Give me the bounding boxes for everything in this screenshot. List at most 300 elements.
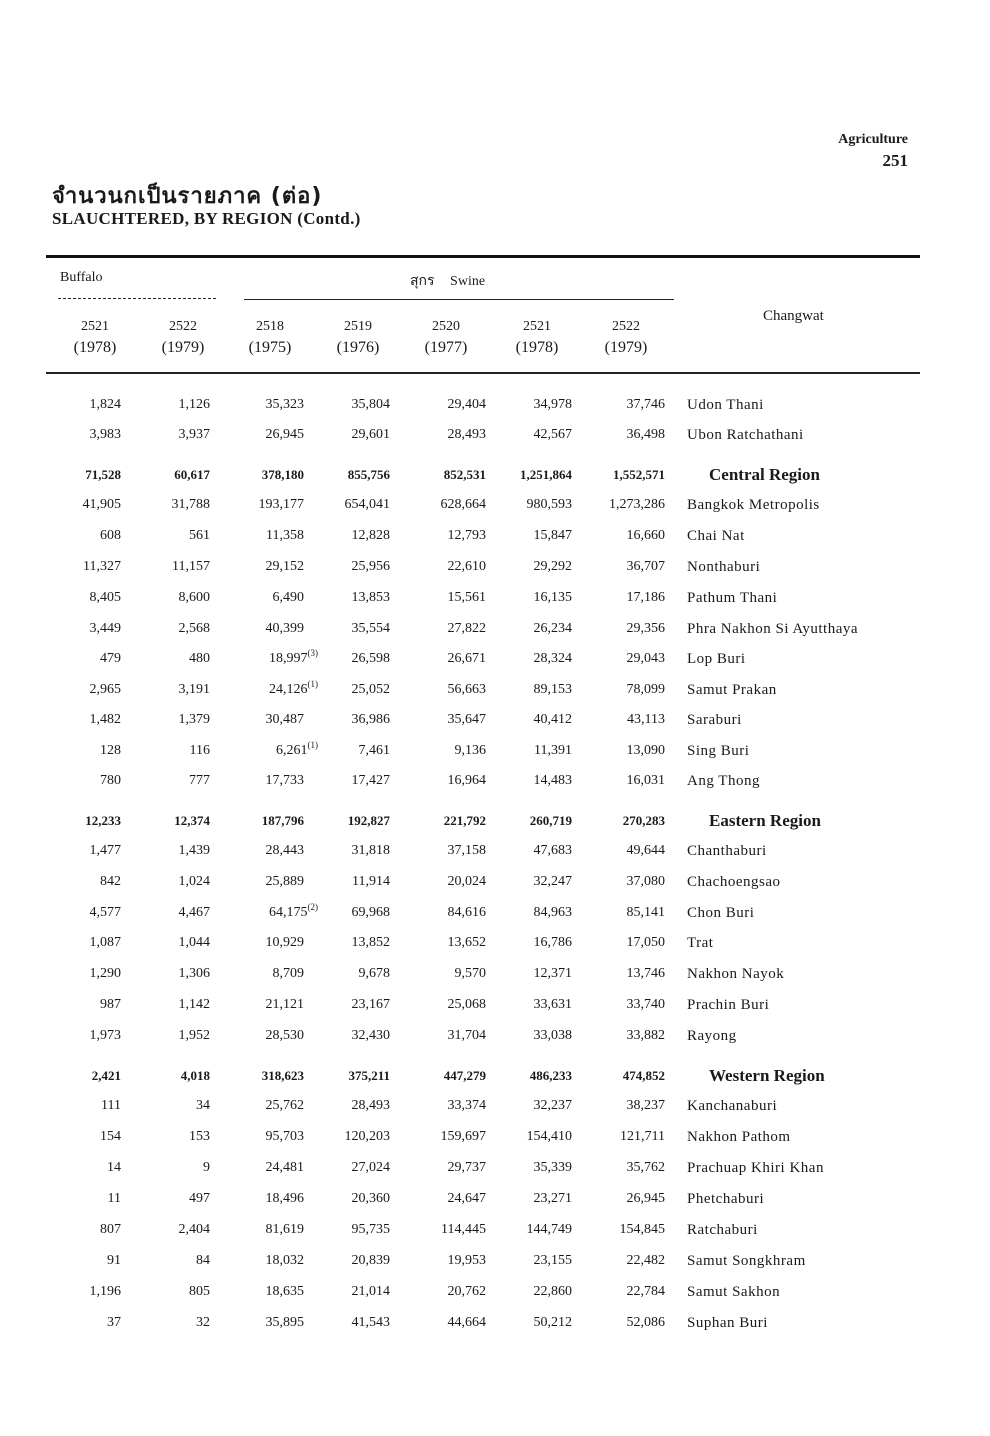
table-cell: 2,404 bbox=[178, 1222, 210, 1237]
table-cell: 69,968 bbox=[351, 905, 390, 920]
table-cell: 14,483 bbox=[533, 773, 572, 788]
table-row bbox=[0, 679, 990, 712]
table-cell: 37,158 bbox=[447, 843, 486, 858]
table-cell: 56,663 bbox=[447, 682, 486, 697]
table-cell: 44,664 bbox=[447, 1315, 486, 1330]
table-cell: 7,461 bbox=[358, 743, 390, 758]
table-row bbox=[0, 1129, 990, 1159]
table-cell: 116 bbox=[189, 743, 210, 758]
table-cell: 33,882 bbox=[626, 1028, 665, 1043]
table-cell: 49,644 bbox=[626, 843, 665, 858]
table-cell: 78,099 bbox=[626, 682, 665, 697]
footnote-marker: (2) bbox=[307, 902, 318, 912]
column-header-year bbox=[401, 316, 491, 358]
footnote-marker: (1) bbox=[307, 740, 318, 750]
year-gregorian: (1979) bbox=[604, 339, 648, 356]
table-cell: 1,251,864 bbox=[520, 467, 572, 482]
table-cell: 9,678 bbox=[358, 966, 390, 981]
column-header-year bbox=[581, 316, 671, 358]
table-cell: 19,953 bbox=[447, 1253, 486, 1268]
table-cell: 20,360 bbox=[351, 1191, 390, 1206]
table-cell: 95,735 bbox=[351, 1222, 390, 1237]
changwat-name: Prachuap Khiri Khan bbox=[687, 1160, 824, 1176]
table-cell: 33,740 bbox=[626, 997, 665, 1012]
table-cell: 12,371 bbox=[533, 966, 572, 981]
table-cell: 32,430 bbox=[351, 1028, 390, 1043]
table-row bbox=[0, 740, 990, 773]
table-cell: 18,635 bbox=[265, 1284, 304, 1299]
table-row bbox=[0, 427, 990, 457]
region-name: Central Region bbox=[709, 465, 820, 484]
table-cell: 47,683 bbox=[533, 843, 572, 858]
table-cell: 36,986 bbox=[351, 712, 390, 727]
table-cell: 33,038 bbox=[533, 1028, 572, 1043]
table-cell: 35,339 bbox=[533, 1160, 572, 1175]
table-cell: 22,860 bbox=[533, 1284, 572, 1299]
changwat-header: Changwat bbox=[763, 308, 824, 324]
table-cell: 8,600 bbox=[178, 590, 210, 605]
year-buddhist: 2518 bbox=[256, 319, 284, 334]
table-cell: 561 bbox=[189, 528, 210, 543]
page-number: 251 bbox=[882, 151, 908, 170]
table-cell: 84 bbox=[196, 1253, 210, 1268]
table-row bbox=[0, 648, 990, 681]
table-cell: 17,427 bbox=[351, 773, 390, 788]
region-name: Eastern Region bbox=[709, 811, 821, 830]
year-buddhist: 2522 bbox=[612, 319, 640, 334]
table-top-rule bbox=[46, 255, 920, 258]
table-cell: 4,467 bbox=[178, 905, 210, 920]
table-cell: 852,531 bbox=[443, 467, 486, 482]
table-cell: 20,839 bbox=[351, 1253, 390, 1268]
table-cell: 29,356 bbox=[626, 621, 665, 636]
table-cell: 6,261$^{(1)}$ bbox=[276, 740, 318, 758]
table-cell: 41,543 bbox=[351, 1315, 390, 1330]
table-row bbox=[0, 935, 990, 965]
table-cell: 1,087 bbox=[89, 935, 121, 950]
table-cell: 37 bbox=[107, 1315, 121, 1330]
table-cell: 11,157 bbox=[172, 559, 210, 574]
table-cell: 13,746 bbox=[626, 966, 665, 981]
table-cell: 1,482 bbox=[89, 712, 121, 727]
table-cell: 260,719 bbox=[529, 813, 572, 828]
year-buddhist: 2522 bbox=[169, 319, 197, 334]
table-cell: 16,660 bbox=[626, 528, 665, 543]
table-cell: 21,121 bbox=[265, 997, 304, 1012]
table-cell: 35,554 bbox=[351, 621, 390, 636]
table-cell: 27,822 bbox=[447, 621, 486, 636]
table-cell: 21,014 bbox=[351, 1284, 390, 1299]
year-gregorian: (1977) bbox=[424, 339, 468, 356]
table-row bbox=[0, 874, 990, 904]
table-row bbox=[0, 902, 990, 935]
region-row bbox=[0, 467, 990, 497]
table-cell: 1,952 bbox=[178, 1028, 210, 1043]
table-cell: 64,175$^{(2)}$ bbox=[269, 902, 318, 920]
table-cell: 15,561 bbox=[447, 590, 486, 605]
table-cell: 29,737 bbox=[447, 1160, 486, 1175]
table-cell: 9 bbox=[203, 1160, 210, 1175]
table-cell: 10,929 bbox=[265, 935, 304, 950]
table-cell: 318,623 bbox=[261, 1068, 304, 1083]
changwat-name: Ubon Ratchathani bbox=[687, 427, 804, 443]
table-cell: 474,852 bbox=[622, 1068, 665, 1083]
table-cell: 13,090 bbox=[626, 743, 665, 758]
table-cell: 121,711 bbox=[620, 1129, 665, 1144]
table-cell: 608 bbox=[100, 528, 121, 543]
table-cell: 3,937 bbox=[178, 427, 210, 442]
table-cell: 114,445 bbox=[441, 1222, 486, 1237]
table-cell: 23,271 bbox=[533, 1191, 572, 1206]
table-cell: 40,399 bbox=[265, 621, 304, 636]
table-row bbox=[0, 590, 990, 620]
table-cell: 32,247 bbox=[533, 874, 572, 889]
changwat-name: Udon Thani bbox=[687, 397, 764, 413]
table-cell: 1,273,286 bbox=[609, 497, 665, 512]
table-cell: 16,786 bbox=[533, 935, 572, 950]
title-english: SLAUCHTERED, BY REGION (Contd.) bbox=[52, 209, 361, 228]
table-cell: 777 bbox=[189, 773, 210, 788]
table-cell: 26,945 bbox=[265, 427, 304, 442]
table-cell: 4,577 bbox=[89, 905, 121, 920]
changwat-name: Saraburi bbox=[687, 712, 742, 728]
table-cell: 36,498 bbox=[626, 427, 665, 442]
table-cell: 4,018 bbox=[180, 1068, 210, 1083]
table-row bbox=[0, 559, 990, 589]
table-cell: 128 bbox=[100, 743, 121, 758]
table-cell: 26,598 bbox=[351, 651, 390, 666]
table-cell: 2,568 bbox=[178, 621, 210, 636]
table-cell: 16,964 bbox=[447, 773, 486, 788]
changwat-name: Suphan Buri bbox=[687, 1315, 768, 1331]
table-cell: 31,704 bbox=[447, 1028, 486, 1043]
table-row bbox=[0, 1315, 990, 1345]
table-cell: 780 bbox=[100, 773, 121, 788]
changwat-name: Chon Buri bbox=[687, 905, 755, 921]
table-cell: 20,024 bbox=[447, 874, 486, 889]
column-header-year bbox=[225, 316, 315, 358]
table-cell: 1,126 bbox=[178, 397, 210, 412]
changwat-name: Phetchaburi bbox=[687, 1191, 765, 1207]
table-cell: 31,818 bbox=[351, 843, 390, 858]
table-cell: 81,619 bbox=[265, 1222, 304, 1237]
table-cell: 154,845 bbox=[619, 1222, 665, 1237]
table-cell: 3,449 bbox=[89, 621, 121, 636]
changwat-name: Phra Nakhon Si Ayutthaya bbox=[687, 621, 859, 637]
table-cell: 11,391 bbox=[534, 743, 572, 758]
table-cell: 17,733 bbox=[265, 773, 304, 788]
table-cell: 35,895 bbox=[265, 1315, 304, 1330]
table-cell: 31,788 bbox=[171, 497, 210, 512]
table-cell: 24,126$^{(1)}$ bbox=[269, 679, 318, 697]
table-cell: 3,191 bbox=[178, 682, 210, 697]
year-buddhist: 2519 bbox=[344, 319, 372, 334]
table-cell: 28,493 bbox=[447, 427, 486, 442]
table-cell: 28,493 bbox=[351, 1098, 390, 1113]
column-header-year bbox=[138, 316, 228, 358]
table-row bbox=[0, 1028, 990, 1058]
year-gregorian: (1978) bbox=[515, 339, 559, 356]
table-cell: 25,052 bbox=[351, 682, 390, 697]
table-cell: 89,153 bbox=[533, 682, 572, 697]
changwat-name: Kanchanaburi bbox=[687, 1098, 778, 1114]
table-cell: 25,889 bbox=[265, 874, 304, 889]
table-cell: 42,567 bbox=[533, 427, 572, 442]
table-cell: 375,211 bbox=[348, 1068, 390, 1083]
table-cell: 855,756 bbox=[347, 467, 390, 482]
table-cell: 18,997$^{(3)}$ bbox=[269, 648, 318, 666]
changwat-name: Ratchaburi bbox=[687, 1222, 758, 1238]
table-row bbox=[0, 1284, 990, 1314]
table-row bbox=[0, 1222, 990, 1252]
table-cell: 25,068 bbox=[447, 997, 486, 1012]
table-cell: 36,707 bbox=[626, 559, 665, 574]
table-cell: 980,593 bbox=[526, 497, 572, 512]
table-cell: 22,784 bbox=[626, 1284, 665, 1299]
table-cell: 13,652 bbox=[447, 935, 486, 950]
table-cell: 23,155 bbox=[533, 1253, 572, 1268]
table-cell: 43,113 bbox=[627, 712, 665, 727]
table-cell: 17,050 bbox=[626, 935, 665, 950]
table-cell: 1,477 bbox=[89, 843, 121, 858]
table-cell: 91 bbox=[107, 1253, 121, 1268]
table-row bbox=[0, 997, 990, 1027]
title-thai: จำนวนกเป็นรายภาค (ต่อ) bbox=[52, 184, 323, 209]
table-row bbox=[0, 621, 990, 651]
table-cell: 26,945 bbox=[626, 1191, 665, 1206]
region-row bbox=[0, 1068, 990, 1098]
table-row bbox=[0, 528, 990, 558]
table-row bbox=[0, 1098, 990, 1128]
table-cell: 35,804 bbox=[351, 397, 390, 412]
column-header-year bbox=[313, 316, 403, 358]
table-cell: 480 bbox=[189, 651, 210, 666]
table-cell: 1,973 bbox=[89, 1028, 121, 1043]
table-cell: 9,570 bbox=[454, 966, 486, 981]
table-row bbox=[0, 712, 990, 742]
table-cell: 193,177 bbox=[258, 497, 304, 512]
table-cell: 221,792 bbox=[443, 813, 486, 828]
changwat-name: Chai Nat bbox=[687, 528, 745, 544]
table-cell: 30,487 bbox=[265, 712, 304, 727]
table-cell: 2,965 bbox=[89, 682, 121, 697]
table-cell: 95,703 bbox=[265, 1129, 304, 1144]
table-cell: 34 bbox=[196, 1098, 210, 1113]
table-cell: 29,152 bbox=[265, 559, 304, 574]
table-cell: 38,237 bbox=[626, 1098, 665, 1113]
changwat-name: Ang Thong bbox=[687, 773, 760, 789]
table-cell: 26,671 bbox=[447, 651, 486, 666]
table-cell: 14 bbox=[107, 1160, 121, 1175]
table-cell: 120,203 bbox=[344, 1129, 390, 1144]
table-cell: 29,043 bbox=[626, 651, 665, 666]
table-cell: 654,041 bbox=[344, 497, 390, 512]
table-cell: 13,852 bbox=[351, 935, 390, 950]
changwat-name: Rayong bbox=[687, 1028, 737, 1044]
table-cell: 24,647 bbox=[447, 1191, 486, 1206]
year-buddhist: 2521 bbox=[81, 319, 109, 334]
table-cell: 1,552,571 bbox=[613, 467, 665, 482]
table-cell: 52,086 bbox=[626, 1315, 665, 1330]
table-cell: 16,135 bbox=[533, 590, 572, 605]
table-cell: 8,405 bbox=[89, 590, 121, 605]
table-cell: 270,283 bbox=[622, 813, 665, 828]
table-cell: 27,024 bbox=[351, 1160, 390, 1175]
swine-rule bbox=[244, 299, 674, 300]
group-swine-thai: สุกร bbox=[410, 273, 435, 289]
table-cell: 1,306 bbox=[178, 966, 210, 981]
region-name: Western Region bbox=[709, 1066, 825, 1085]
table-cell: 6,490 bbox=[272, 590, 304, 605]
table-cell: 12,828 bbox=[351, 528, 390, 543]
table-cell: 24,481 bbox=[265, 1160, 304, 1175]
year-buddhist: 2521 bbox=[523, 319, 551, 334]
table-cell: 1,290 bbox=[89, 966, 121, 981]
table-cell: 18,032 bbox=[265, 1253, 304, 1268]
year-buddhist: 2520 bbox=[432, 319, 460, 334]
table-cell: 35,323 bbox=[265, 397, 304, 412]
group-swine-label: Swine bbox=[450, 274, 486, 289]
changwat-name: Trat bbox=[687, 935, 714, 951]
changwat-name: Nakhon Nayok bbox=[687, 966, 785, 982]
table-row bbox=[0, 1191, 990, 1221]
table-cell: 1,196 bbox=[89, 1284, 121, 1299]
table-cell: 29,292 bbox=[533, 559, 572, 574]
table-cell: 35,647 bbox=[447, 712, 486, 727]
table-cell: 16,031 bbox=[626, 773, 665, 788]
changwat-name: Nonthaburi bbox=[687, 559, 761, 575]
changwat-name: Samut Sakhon bbox=[687, 1284, 781, 1300]
table-cell: 37,746 bbox=[626, 397, 665, 412]
table-cell: 28,530 bbox=[265, 1028, 304, 1043]
table-cell: 378,180 bbox=[261, 467, 304, 482]
table-cell: 154 bbox=[100, 1129, 121, 1144]
table-cell: 12,374 bbox=[174, 813, 210, 828]
table-cell: 32 bbox=[196, 1315, 210, 1330]
table-cell: 11,914 bbox=[352, 874, 390, 889]
table-cell: 11,327 bbox=[83, 559, 121, 574]
section-label: Agriculture bbox=[838, 132, 908, 147]
table-cell: 32,237 bbox=[533, 1098, 572, 1113]
table-cell: 41,905 bbox=[82, 497, 121, 512]
changwat-name: Samut Songkhram bbox=[687, 1253, 806, 1269]
year-gregorian: (1975) bbox=[248, 339, 292, 356]
table-cell: 11 bbox=[107, 1191, 121, 1206]
changwat-name: Pathum Thani bbox=[687, 590, 778, 606]
table-cell: 187,796 bbox=[261, 813, 304, 828]
table-row bbox=[0, 497, 990, 527]
header-rule bbox=[46, 372, 920, 374]
changwat-name: Chanthaburi bbox=[687, 843, 767, 859]
region-row bbox=[0, 813, 990, 843]
table-cell: 29,601 bbox=[351, 427, 390, 442]
table-cell: 23,167 bbox=[351, 997, 390, 1012]
table-cell: 28,443 bbox=[265, 843, 304, 858]
table-cell: 35,762 bbox=[626, 1160, 665, 1175]
table-row bbox=[0, 773, 990, 803]
table-cell: 2,421 bbox=[91, 1068, 121, 1083]
table-cell: 71,528 bbox=[85, 467, 121, 482]
table-cell: 28,324 bbox=[533, 651, 572, 666]
table-cell: 497 bbox=[189, 1191, 210, 1206]
table-cell: 34,978 bbox=[533, 397, 572, 412]
table-cell: 479 bbox=[100, 651, 121, 666]
column-header-year bbox=[492, 316, 582, 358]
table-cell: 447,279 bbox=[443, 1068, 486, 1083]
table-cell: 987 bbox=[100, 997, 121, 1012]
footnote-marker: (3) bbox=[307, 648, 318, 658]
table-cell: 1,824 bbox=[89, 397, 121, 412]
table-cell: 22,482 bbox=[626, 1253, 665, 1268]
table-cell: 17,186 bbox=[626, 590, 665, 605]
footnote-marker: (1) bbox=[307, 679, 318, 689]
changwat-name: Bangkok Metropolis bbox=[687, 497, 820, 513]
table-cell: 12,793 bbox=[447, 528, 486, 543]
year-gregorian: (1976) bbox=[336, 339, 380, 356]
table-row bbox=[0, 843, 990, 873]
table-cell: 192,827 bbox=[347, 813, 390, 828]
group-buffalo: Buffalo bbox=[60, 270, 103, 285]
table-cell: 1,044 bbox=[178, 935, 210, 950]
table-cell: 33,631 bbox=[533, 997, 572, 1012]
changwat-name: Nakhon Pathom bbox=[687, 1129, 791, 1145]
table-cell: 20,762 bbox=[447, 1284, 486, 1299]
table-cell: 29,404 bbox=[447, 397, 486, 412]
table-cell: 1,379 bbox=[178, 712, 210, 727]
table-cell: 486,233 bbox=[529, 1068, 572, 1083]
table-cell: 15,847 bbox=[533, 528, 572, 543]
table-cell: 33,374 bbox=[447, 1098, 486, 1113]
table-cell: 13,853 bbox=[351, 590, 390, 605]
table-cell: 3,983 bbox=[89, 427, 121, 442]
table-cell: 1,142 bbox=[178, 997, 210, 1012]
table-cell: 1,024 bbox=[178, 874, 210, 889]
table-row bbox=[0, 1253, 990, 1283]
year-gregorian: (1978) bbox=[73, 339, 117, 356]
table-cell: 25,762 bbox=[265, 1098, 304, 1113]
table-cell: 842 bbox=[100, 874, 121, 889]
table-row bbox=[0, 1160, 990, 1190]
table-row bbox=[0, 397, 990, 427]
changwat-name: Lop Buri bbox=[687, 651, 746, 667]
table-cell: 154,410 bbox=[526, 1129, 572, 1144]
table-cell: 153 bbox=[189, 1129, 210, 1144]
table-cell: 144,749 bbox=[526, 1222, 572, 1237]
table-cell: 26,234 bbox=[533, 621, 572, 636]
changwat-name: Prachin Buri bbox=[687, 997, 770, 1013]
table-cell: 25,956 bbox=[351, 559, 390, 574]
group-swine bbox=[410, 270, 485, 292]
table-cell: 9,136 bbox=[454, 743, 486, 758]
table-cell: 807 bbox=[100, 1222, 121, 1237]
table-cell: 50,212 bbox=[533, 1315, 572, 1330]
changwat-name: Samut Prakan bbox=[687, 682, 777, 698]
table-cell: 84,616 bbox=[447, 905, 486, 920]
table-cell: 22,610 bbox=[447, 559, 486, 574]
table-cell: 1,439 bbox=[178, 843, 210, 858]
changwat-name: Chachoengsao bbox=[687, 874, 781, 890]
table-cell: 84,963 bbox=[533, 905, 572, 920]
table-cell: 37,080 bbox=[626, 874, 665, 889]
table-cell: 159,697 bbox=[440, 1129, 486, 1144]
table-cell: 628,664 bbox=[440, 497, 486, 512]
table-cell: 8,709 bbox=[272, 966, 304, 981]
year-gregorian: (1979) bbox=[161, 339, 205, 356]
table-cell: 18,496 bbox=[265, 1191, 304, 1206]
table-cell: 11,358 bbox=[266, 528, 304, 543]
table-cell: 85,141 bbox=[626, 905, 665, 920]
table-cell: 12,233 bbox=[85, 813, 121, 828]
